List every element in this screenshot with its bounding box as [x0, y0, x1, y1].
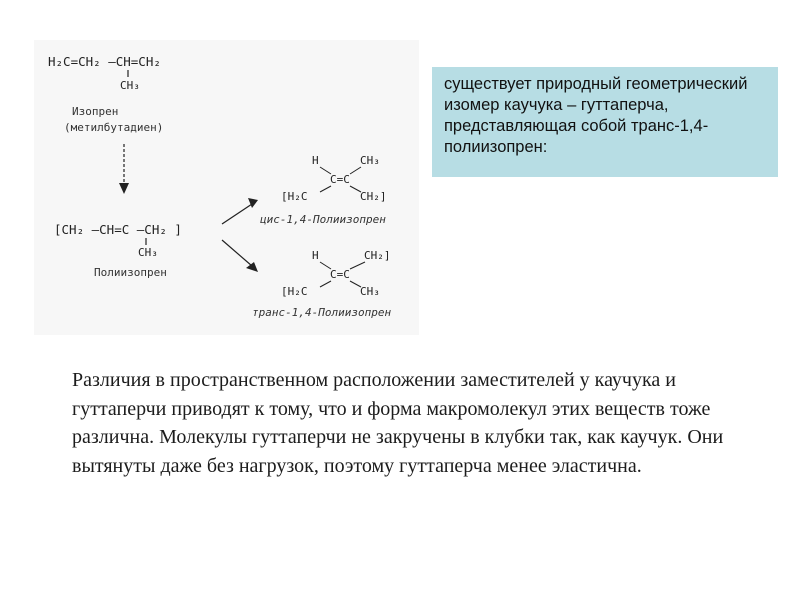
isoprene-methyl: CH₃	[120, 79, 140, 92]
cis-ch3: CH₃	[360, 154, 380, 167]
trans-label: транс-1,4-Полиизопрен	[252, 306, 392, 319]
cis-arrow-head	[248, 198, 258, 208]
reaction-scheme-figure	[34, 40, 419, 335]
cis-h: H	[312, 154, 319, 167]
isoprene-name: Изопрен	[72, 105, 119, 118]
cis-bond-ch3	[350, 167, 361, 174]
cis-bond-h2c	[320, 186, 331, 192]
trans-bond-h2c	[320, 281, 331, 287]
reaction-scheme-svg	[34, 40, 419, 335]
isoprene-subname: (метилбутадиен)	[64, 121, 164, 134]
trans-ch3: CH₃	[360, 285, 380, 298]
trans-arrow-shaft	[222, 240, 252, 266]
callout-text: существует природный геометрический изомер каучука – гуттаперча, представляющая собой транс-1,4-полиизопрен:	[444, 75, 748, 156]
polyisoprene-name: Полиизопрен	[94, 266, 167, 279]
polyisoprene-formula: [CH₂ —CH=C —CH₂ ]	[54, 222, 182, 237]
body-paragraph: Различия в пространственном расположении заместителей у каучука и гуттаперчи приводят к тому, что и форма макромолекул этих веществ тоже различна. Молекулы гуттаперчи не закручены в клубки так, как каучук. Они вытянуты даже без нагрузок, поэтому гуттаперча менее эластична.	[72, 369, 724, 477]
trans-bond-ch2	[350, 262, 365, 269]
cis-label: цис-1,4-Полиизопрен	[260, 213, 386, 226]
trans-c-eq-c: C=C	[330, 268, 350, 281]
polyisoprene-methyl: CH₃	[138, 246, 158, 259]
trans-h: H	[312, 249, 319, 262]
trans-h2c: [H₂C	[281, 285, 308, 298]
cis-c-eq-c: C=C	[330, 173, 350, 186]
trans-arrow-head	[246, 262, 258, 272]
trans-ch2: CH₂]	[364, 249, 391, 262]
callout-box	[432, 67, 778, 177]
cis-ch2: CH₂]	[360, 190, 387, 203]
cis-arrow-shaft	[222, 204, 252, 224]
isoprene-formula: H₂C=CH₂ —CH=CH₂	[48, 54, 161, 69]
polymerization-arrow-head	[119, 183, 129, 194]
cis-h2c: [H₂C	[281, 190, 308, 203]
